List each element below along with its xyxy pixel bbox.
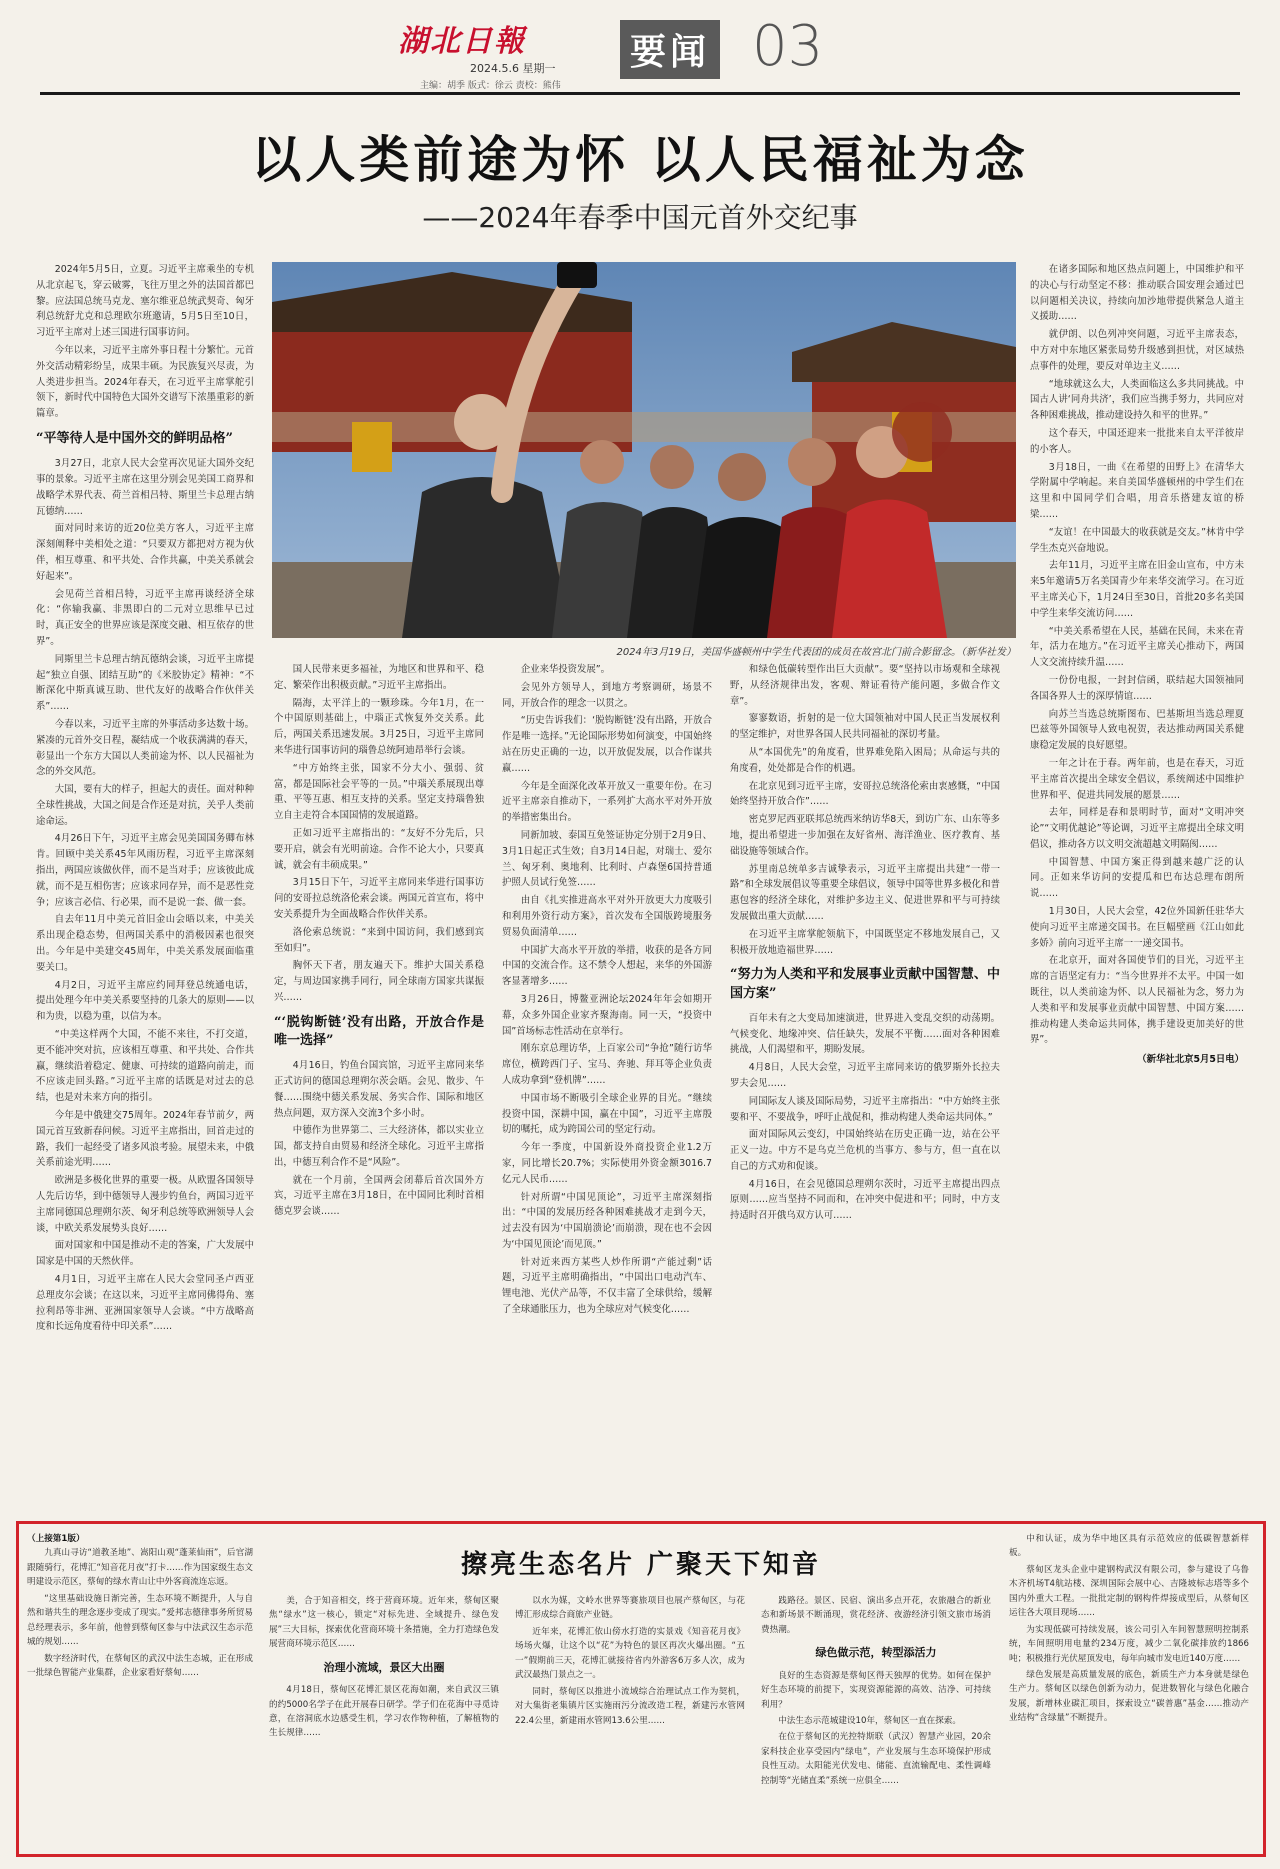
paragraph: 大国，要有大的样子，担起大的责任。面对种种全球性挑战，大国之间是合作还是对抗，关乎人类前途命运。 (36, 784, 254, 827)
paragraph: 3月15日下午，习近平主席同来华进行国事访问的安哥拉总统洛伦索会谈。两国元首宣布，将中安关系提升为全面战略合作伙伴关系。 (274, 877, 484, 920)
paragraph: 4月18日，蔡甸区花博汇景区花海如潮，来自武汉三镇的约5000名学子在此开展春日研学。学子们在花海中寻觅诗意，在溶洞底水边感受生机，学习农作物种植，了解植物的生长规律…… (269, 1685, 499, 1739)
paragraph: 绿色发展是高质量发展的底色，新质生产力本身就是绿色生产力。蔡甸区以绿色创新为动力，促进数智化与绿色化融合发展，新增林业碳汇项目，探索设立“碳普惠”基金……推动产业结构“含绿量”不断提升。 (1009, 1669, 1249, 1724)
paragraph: 会见外方领导人，到地方考察调研，场景不同，开放合作的理念一以贯之。 (502, 681, 712, 709)
section-subhead: “平等待人是中国外交的鲜明品格” (36, 430, 233, 446)
paragraph: 近年来，花博汇依山傍水打造的实景戏《知音花月夜》场场火爆，让这个以“花”为特色的景区再次火爆出圈。“五一”假期前三天，花博汇就接待省内外游客6万多人次，成为武汉最热门景点之一。 (515, 1626, 745, 1681)
paragraph: 九真山寻访“道教圣地”、嵩阳山观“蓬莱仙雨”，后官湖跟随骑行，花博汇“知音花月夜”打卡……作为国家级生态文明建设示范区，蔡甸的绿水青山让中外客商流连忘返。 (27, 1548, 253, 1588)
section-subhead: 治理小流域，景区大出圈 (323, 1660, 445, 1674)
paragraph: 在北京见到习近平主席，安哥拉总统洛伦索由衷感慨，“中国始终坚持开放合作”…… (730, 780, 1000, 808)
editors-line: 主编：胡季 版式：徐云 责校：熊伟 (420, 81, 561, 91)
article-column-4 (730, 662, 1000, 1500)
paragraph: 为实现低碳可持续发展，该公司引入车间智慧照明控制系统，车间照明用电量约234万度，减少二氧化碳排放约1866吨；积极推行光伏屋顶发电，每年向城市发电近140万度…… (1009, 1624, 1249, 1664)
article-column-5 (1030, 262, 1244, 1500)
paragraph: 针对近来西方某些人炒作所谓“产能过剩”话题，习近平主席明确指出，“中国出口电动汽车、锂电池、光伏产品等，不仅丰富了全球供给，缓解了全球通胀压力，也为全球应对气候变化…… (502, 1256, 712, 1316)
paragraph: 在诸多国际和地区热点问题上，中国维护和平的决心与行动坚定不移：推动联合国安理会通过巴以问题相关决议，持续向加沙地带提供紧急人道主义援助…… (1030, 264, 1244, 323)
paragraph: 今年是中俄建交75周年。2024年春节前夕，两国元首互致新春问候。习近平主席指出，回首走过的路，我们一起经受了诸多风浪考验。展望未来，中俄关系前途光明…… (36, 1110, 254, 1169)
photo-caption: 2024年3月19日，美国华盛顿州中学生代表团的成员在故宫北门前合影留念。（新华社发） (616, 647, 1016, 658)
paragraph: 美，合于知音相交，终于营商环境。近年来，蔡甸区聚焦“绿水”这一核心，锁定“对标先进、全域提升、绿色发展”三大目标，探索优化营商环境十条措施，全力打造绿色发展营商环境示范区…… (269, 1596, 499, 1650)
paragraph: “这里基础设施日渐完善，生态环境不断提升，人与自然和谐共生的理念逐步变成了现实。”爱邦志德律事务所贸易总经理表示，多年前，他曾到蔡甸区参与中法武汉生态示范城的规划…… (27, 1593, 253, 1648)
featured-column-3 (515, 1594, 745, 1850)
paragraph: 欧洲是多极化世界的重要一极。从欧盟各国领导人先后访华，到中德领导人漫步钓鱼台，两国习近平主席同德国总理朔尔茨、匈牙利总统等欧洲领导人会谈，中欧关系发展势头良好…… (36, 1175, 254, 1234)
paragraph: 就在一个月前，全国两会闭幕后首次国外方宾，习近平主席在3月18日，在中国同比利时首相德克罗会谈…… (274, 1174, 484, 1218)
paragraph: 4月16日，在会见德国总理朔尔茨时，习近平主席提出四点原则……应当坚持不同而和，在冲突中促进和平；同时，中方支持适时召开俄乌双方认可…… (730, 1178, 1000, 1222)
featured-column-5 (1009, 1532, 1249, 1850)
paragraph: 中国智慧、中国方案正得到越来越广泛的认同。正如来华访问的安提瓜和巴布达总理布朗所说…… (1030, 856, 1244, 900)
paragraph: 寥寥数语，折射的是一位大国领袖对中国人民正当发展权利的坚定维护，对世界各国人民共同福祉的深切考量。 (730, 713, 1000, 741)
paragraph: 今年以来，习近平主席外事日程十分繁忙。元首外交活动精彩纷呈，成果丰硕。为民族复兴尽责，为人类进步担当。2024年春天，在习近平主席掌舵引领下，新时代中国特色大国外交谱写下浓墨重彩的新篇章。 (36, 344, 254, 420)
paragraph: “友谊！在中国最大的收获就是交友。”林肯中学学生杰克兴奋地说。 (1030, 526, 1244, 554)
paragraph: “历史告诉我们：‘脱钩断链’没有出路，开放合作是唯一选择。”无论国际形势如何演变，中国始终站在历史正确的一边，以开放促发展，以合作谋共赢…… (502, 715, 712, 774)
paragraph: 4月8日，人民大会堂，习近平主席同来访的俄罗斯外长拉夫罗夫会见…… (730, 1062, 1000, 1089)
paragraph: 3月27日，北京人民大会堂再次见证大国外交纪事的景象。习近平主席在这里分别会见美国工商界和战略学术界代表、荷兰首相吕特、斯里兰卡总理古纳瓦德纳…… (36, 458, 254, 517)
issue-date: 2024.5.6 星期一 (470, 62, 556, 75)
featured-column-1 (27, 1532, 253, 1850)
paragraph: 今春以来，习近平主席的外事活动多达数十场。紧凑的元首外交日程，凝结成一个收获满满的春天，彰显出一个东方大国以人类前途为怀、以人民福祉为念的外交风范。 (36, 718, 254, 778)
paragraph: 3月18日，一曲《在希望的田野上》在清华大学附属中学响起。来自美国华盛顿州的中学生们在这里和中国同学们合唱，用音乐搭建友谊的桥梁…… (1030, 461, 1244, 520)
section-subhead: 绿色做示范，转型添活力 (815, 1646, 937, 1660)
featured-story-box (16, 1521, 1266, 1857)
main-headline: 以人类前途为怀 以人民福祉为念 (251, 130, 1029, 189)
section-label: 要闻 (620, 20, 720, 79)
news-photo (272, 262, 1016, 638)
dateline-signoff: （新华社北京5月5日电） (1137, 1054, 1244, 1066)
paragraph: “中美这样两个大国，不能不来往，不打交道，更不能冲突对抗，应该相互尊重、和平共处、合作共赢，继续沿着稳定、健康、可持续的道路向前走，而不应该走回头路。”习近平主席的话既是对过去的总结，也是对未来方向的指引。 (36, 1029, 254, 1104)
paragraph: 国人民带来更多福祉，为地区和世界和平、稳定、繁荣作出积极贡献。”习近平主席指出。 (274, 664, 484, 691)
paragraph: 4月26日下午，习近平主席会见美国国务卿布林肯。回顾中美关系45年风雨历程，习近平主席深刻指出，两国应该做伙伴，而不是当对手；应该彼此成就，而不是互相伤害；应该求同存异，而不是恶性竞争；应该言必信、行必果，而不是说一套、做一套。 (36, 833, 254, 908)
paragraph: 在北京开，面对各国使节们的目光，习近平主席的言语坚定有力：“当今世界并不太平。中国一如既往，以人类前途为怀、以人民福祉为念，努力为人类和平和发展事业贡献中国智慧、中国方案……推动构建人类命运共同体，携手建设更加美好的世界”。 (1030, 955, 1244, 1046)
paragraph: 同斯里兰卡总理古纳瓦德纳会谈，习近平主席提起“独立自强、团结互助”的《米胶协定》精神：“不断深化中斯真诚互助、世代友好的战略合作伙伴关系”…… (36, 653, 254, 713)
featured-column-2 (269, 1594, 499, 1850)
paragraph: 在位于蔡甸区的光控特斯联（武汉）智慧产业园，20余家科技企业享受园内“绿电”，产业发展与生态环境保护形成良性互动。太阳能光伏发电、储能、直流输配电、柔性调峰控制等“光储直柔”系统一应俱全…… (761, 1732, 991, 1786)
article-column-1 (36, 262, 254, 1500)
paragraph: 向苏兰当选总统斯图布、巴基斯坦当选总理夏巴兹等外国领导人致电祝贺，表达推动两国关系健康稳定发展的良好愿望。 (1030, 708, 1244, 752)
page-number: 03 (752, 14, 824, 79)
paragraph: 隔海，太平洋上的一颗珍珠。今年1月，在一个中国原则基础上，中瑙正式恢复外交关系。此后，两国关系迅速发展。3月25日，习近平主席同来华进行国事访问的瑙鲁总统阿迪昂举行会谈。 (274, 697, 484, 756)
paragraph: 同时，蔡甸区以推进小流域综合治理试点工作为契机，对大集街老集镇片区实施雨污分流改造工程，新建污水管网22.4公里，新建雨水管网13.6公里…… (515, 1686, 745, 1726)
paragraph: 自去年11月中美元首旧金山会晤以来，中美关系出现企稳态势，但两国关系中的消极因素也很突出。今年是中美建交45周年，中美关系发展面临重要关口。 (36, 914, 254, 973)
section-subhead: “努力为人类和平和发展事业贡献中国智慧、中国方案” (730, 967, 1000, 1001)
paragraph: 洛伦索总统说：“来到中国访问，我们感到宾至如归”。 (274, 926, 484, 954)
paragraph: “中美关系希望在人民，基础在民间，未来在青年，活力在地方。”在习近平主席关心推动下，两国人文交流持续升温…… (1030, 625, 1244, 669)
paragraph: 就伊朗、以色列冲突问题，习近平主席表态，中方对中东地区紧张局势升级感到担忧，对区域热点事件的处理，要反对单边主义…… (1030, 329, 1244, 372)
paragraph: 3月26日，博鳌亚洲论坛2024年年会如期开幕，众多外国企业家齐聚海南。同一天，“投资中国”首场标志性活动在京举行。 (502, 993, 712, 1037)
paragraph: 正如习近平主席指出的：“友好不分先后，只要开启，就会有光明前途。合作不论大小，只要真诚，就会有丰硕成果。” (274, 827, 484, 871)
paragraph: 从“本国优先”的角度看，世界难免陷入困局；从命运与共的角度看，处处都是合作的机遇。 (730, 746, 1000, 774)
section-subhead: “‘脱钩断链’没有出路，开放合作是唯一选择” (274, 1014, 484, 1048)
paragraph: “地球就这么大，人类面临这么多共同挑战。中国古人讲‘同舟共济’，我们应当携手努力，共同应对各种困难挑战，推动建设持久和平的世界。” (1030, 378, 1244, 422)
paragraph: 刚东京总理访华，上百家公司“争抢”随行访华席位，横跨西门子、宝马、奔驰、拜耳等企业负责人成功拿到“登机牌”…… (502, 1043, 712, 1086)
paper-logo: 湖北日報 (398, 24, 526, 59)
paragraph: 这个春天，中国还迎来一批批来自太平洋彼岸的小客人。 (1030, 427, 1244, 455)
paragraph: 4月16日，钓鱼台国宾馆，习近平主席同来华正式访问的德国总理朔尔茨会晤。会见、散步、午餐……围绕中德关系发展、务实合作、国际和地区热点问题，双方深入交流3个多小时。 (274, 1060, 484, 1119)
paragraph: 中德作为世界第二、三大经济体，都以实业立国，都支持自由贸易和经济全球化。习近平主席指出，中德互利合作不是“风险”。 (274, 1125, 484, 1168)
paragraph: 去年11月，习近平主席在旧金山宣布，中方未来5年邀请5万名美国青少年来华交流学习。在习近平主席关心下，1月24日至30日，首批20多名美国中学生来华交流访问…… (1030, 560, 1244, 619)
paragraph: “中方始终主张，国家不分大小、强弱、贫富，都是国际社会平等的一员。”中瑙关系展现出尊重、平等互惠、相互支持的关系。坚定支持瑙鲁独立自主走符合本国国情的发展道路。 (274, 762, 484, 822)
sub-headline: ——2024年春季中国元首外交纪事 (422, 201, 858, 234)
paragraph: 由自《扎实推进高水平对外开放更大力度吸引和利用外资行动方案》，首次发布全国版跨境服务贸易负面清单…… (502, 895, 712, 938)
paragraph: 苏里南总统单多吉诚挚表示，习近平主席提出共建“一带一路”和全球发展倡议等重要全球倡议，领导中国等世界多极化和普惠包容的经济全球化，对维护多边主义、促进世界和平与可持续发展做出重大贡献…… (730, 863, 1000, 922)
paragraph: 4月1日，习近平主席在人民大会堂同圣卢西亚总理皮尔会谈；在这以来，习近平主席同佛得角、塞拉利昂等非洲、亚洲国家领导人会谈。“中方战略高度和长远角度看待中印关系”…… (36, 1274, 254, 1333)
paragraph: 1月30日，人民大会堂，42位外国新任驻华大使向习近平主席递交国书。在巨幅壁画《江山如此多娇》前向习近平主席一一递交国书。 (1030, 906, 1244, 949)
paragraph: 良好的生态资源是蔡甸区得天独厚的优势。如何在保护好生态环境的前提下，实现资源能源的高效、洁净、可持续利用？ (761, 1670, 991, 1710)
continued-marker: （上接第1版） (27, 1534, 85, 1544)
featured-column-4 (761, 1594, 991, 1850)
paragraph: 胸怀天下者，朋友遍天下。维护大国关系稳定，与周边国家携手同行，同全球南方国家共谋振兴…… (274, 960, 484, 1003)
paragraph: 会见荷兰首相吕特，习近平主席再谈经济全球化：“你输我赢、非黑即白的二元对立思维早已过时，真正安全的世界应该是深度交融、相互依存的世界”。 (36, 588, 254, 647)
paragraph: 面对国际风云变幻，中国始终站在历史正确一边，站在公平正义一边。中方不是乌克兰危机的当事方、参与方，但一直在以自己的方式劝和促谈。 (730, 1129, 1000, 1172)
paragraph: 中法生态示范城建设10年，蔡甸区一直在探索。 (778, 1716, 961, 1727)
paragraph: 蔡甸区龙头企业中建钢构武汉有限公司，参与建设了乌鲁木齐机场T4航站楼、深圳国际会展中心、吉隆坡标志塔等多个国内外重大工程。一批批定制的钢构件焊接成型后，从蔡甸区运往各大项目现场…… (1009, 1564, 1249, 1619)
paragraph: 中国扩大高水平开放的举措，收获的是各方同中国的交流合作。这不禁令人想起，来华的外国游客显著增多…… (502, 944, 712, 988)
paragraph: 面对国家和中国是推动不走的答案，广大发展中国家是中国的天然伙伴。 (36, 1240, 254, 1268)
paragraph: 今年一季度，中国新设外商投资企业1.2万家，同比增长20.7%；实际使用外资金额3016.7亿元人民币…… (502, 1142, 712, 1185)
paragraph: 同新加坡、泰国互免签证协定分别于2月9日、3月1日起正式生效；自3月14日起，对瑞士、爱尔兰、匈牙利、奥地利、比利时、卢森堡6国持普通护照人员试行免签…… (502, 829, 712, 889)
paragraph: 数字经济时代，在蔡甸区的武汉中法生态城，正在形成一批绿色智能产业集群，企业家看好蔡甸…… (27, 1653, 253, 1678)
paragraph: 百年未有之大变局加速演进，世界进入变乱交织的动荡期。气候变化、地缘冲突、信任缺失，发展不平衡……面对各种困难挑战，人们渴望和平，期盼发展。 (730, 1012, 1000, 1056)
paragraph: 企业来华投资发展”。 (520, 664, 611, 675)
paragraph: 密克罗尼西亚联邦总统西米纳访华8天，到访广东、山东等多地，提出希望进一步加强在友好省州、海洋渔业、医疗教育、基础设施等领域合作。 (730, 814, 1000, 857)
paragraph: 2024年5月5日，立夏。习近平主席乘坐的专机从北京起飞，穿云破雾，飞往万里之外的法国首都巴黎。应法国总统马克龙、塞尔维亚总统武契奇、匈牙利总统舒尤克和总理欧尔班邀请，5月5日至10日，习近平主席对上述三国进行国事访问。 (36, 264, 254, 339)
paragraph: 针对所谓“中国见顶论”，习近平主席深刻指出：“中国的发展历经各种困难挑战才走到今天，过去没有因为‘中国崩溃论’而崩溃，现在也不会因为‘中国见顶论’而见顶。” (502, 1191, 712, 1250)
group-selfie-photo (272, 262, 1016, 638)
article-column-2 (274, 662, 484, 1500)
paragraph: 在习近平主席掌舵领航下，中国既坚定不移地发展自己，又积极开放地造福世界…… (730, 928, 1000, 956)
masthead (40, 12, 1240, 95)
paragraph: 今年是全面深化改革开放又一重要年份。在习近平主席亲自推动下，一系列扩大高水平对外开放的举措密集出台。 (502, 780, 712, 824)
featured-story-title: 擦亮生态名片 广聚天下知音 (460, 1550, 822, 1580)
paragraph: 去年，同样是春和景明时节，面对“文明冲突论”“文明优越论”等论调，习近平主席提出全球文明倡议，推动各方以文明交流超越文明隔阂…… (1030, 807, 1244, 850)
paragraph: 一年之计在于春。两年前，也是在春天，习近平主席首次提出全球安全倡议，系统阐述中国维护世界和平、促进共同发展的愿景…… (1030, 757, 1244, 801)
paragraph: 和绿色低碳转型作出巨大贡献”。要“坚持以市场观和全球视野，从经济规律出发，客观、辩证看待产能问题，多做合作文章”。 (730, 664, 1000, 707)
article-column-3 (502, 662, 712, 1500)
paragraph: 以水为媒，文岭水世界等赛旅项目也展产蔡甸区，与花博汇形成综合商旅产业链。 (515, 1596, 745, 1621)
paragraph: 中和认证，成为华中地区具有示范效应的低碳智慧新样板。 (1009, 1534, 1249, 1559)
paragraph: 4月2日，习近平主席应约同拜登总统通电话，提出处理今年中美关系要坚持的几条大的原则——以和为贵，以稳为重，以信为本。 (36, 979, 254, 1023)
paragraph: 践路径。景区、民宿、演出多点开花，农旅融合的新业态和新场景不断涌现，赏花经济、夜游经济引领文旅市场消费热潮。 (761, 1596, 991, 1635)
paragraph: 一份份电报，一封封信函，联结起大国领袖同各国各界人士的深厚情谊…… (1030, 674, 1244, 702)
paragraph: 中国市场不断吸引全球企业界的目光。“继续投资中国，深耕中国，赢在中国”，习近平主席殷切的嘱托，成为跨国公司的坚定行动。 (502, 1092, 712, 1136)
paragraph: 面对同时来访的近20位美方客人，习近平主席深刻阐释中美相处之道：“只要双方都把对方视为伙伴，相互尊重、和平共处、合作共赢，中美关系就会好起来”。 (36, 523, 254, 582)
paragraph: 同国际友人谈及国际局势，习近平主席指出：“中方始终主张要和平、不要战争，呼吁止战促和，推动构建人类命运共同体。” (730, 1095, 1000, 1123)
